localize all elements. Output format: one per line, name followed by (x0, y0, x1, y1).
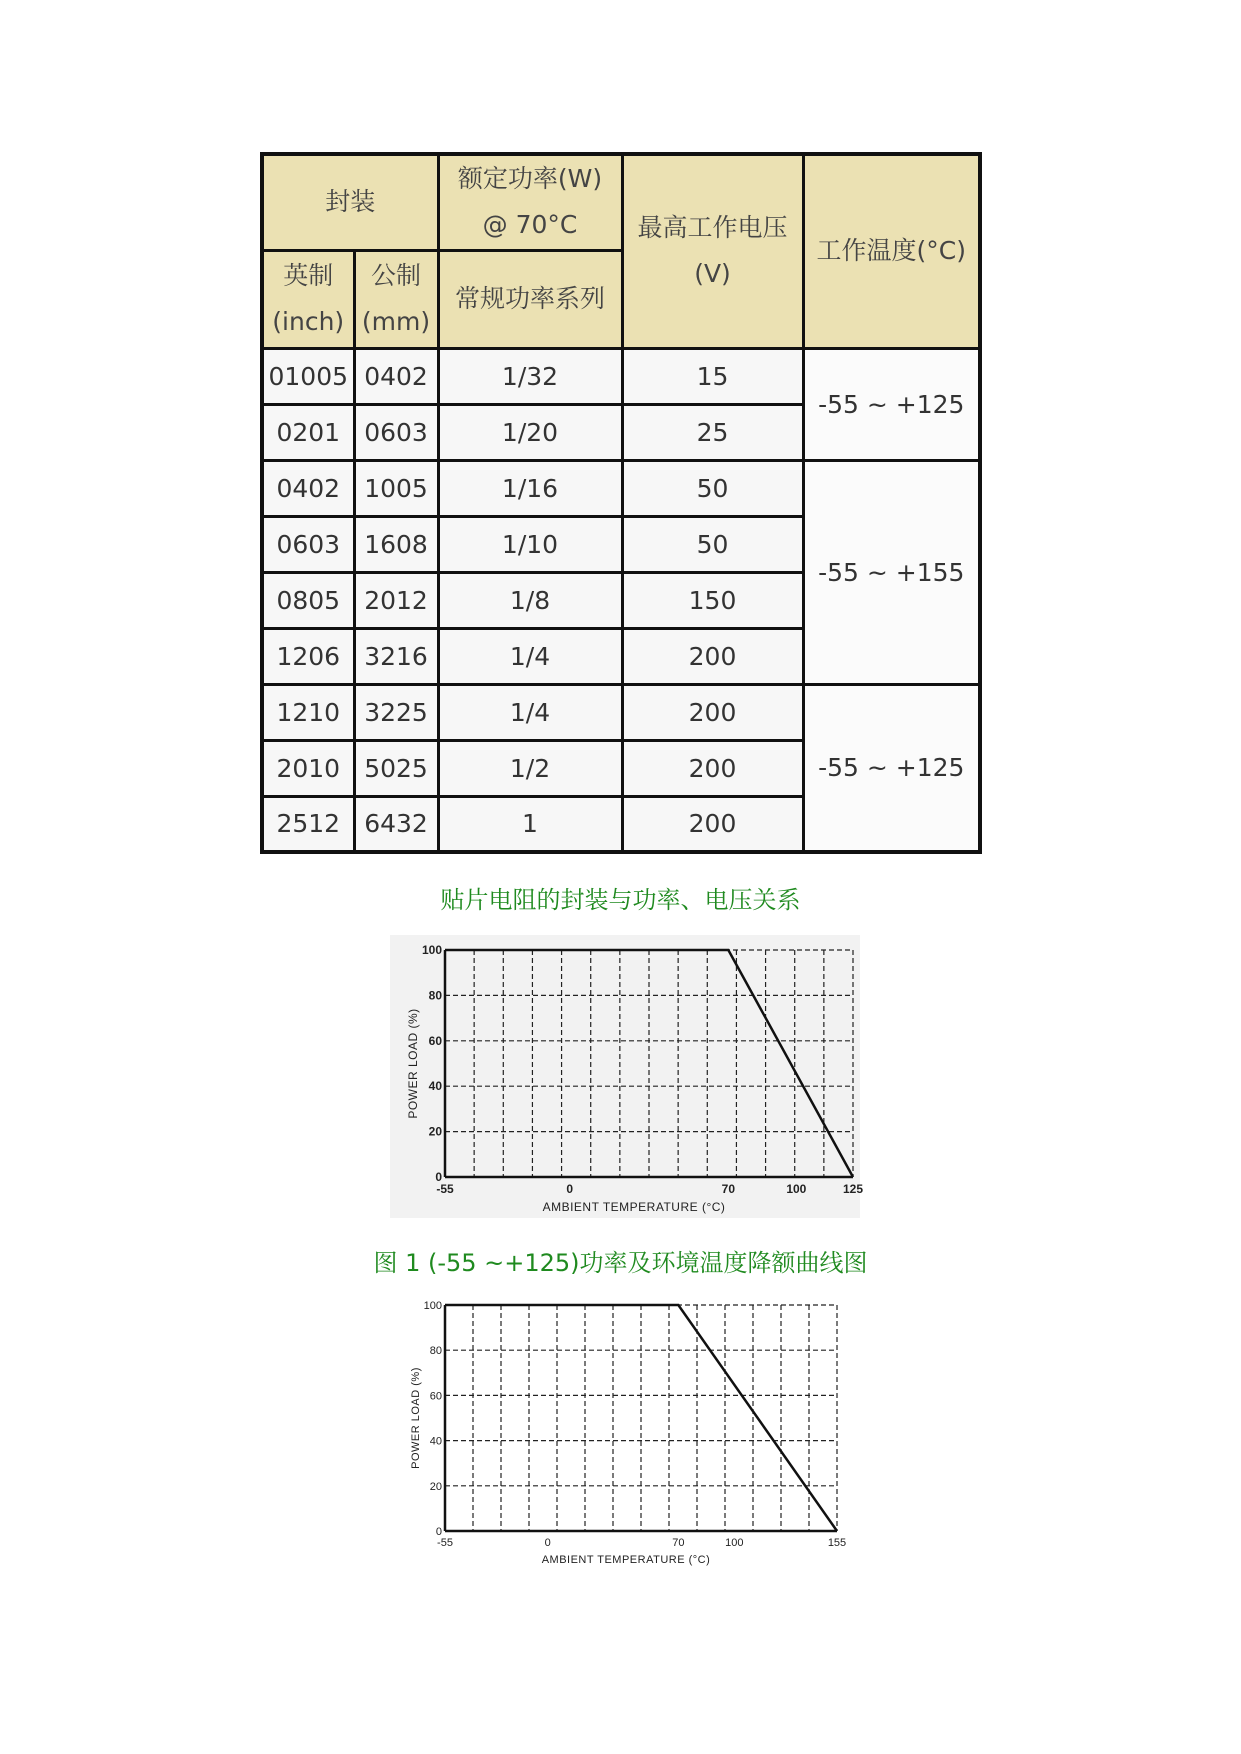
cell-voltage: 200 (622, 796, 803, 852)
y-tick-label: 60 (429, 1390, 442, 1403)
header-metric (354, 250, 438, 348)
header-rated-power (438, 154, 622, 250)
cell-power: 1 (438, 796, 622, 852)
cell-voltage: 50 (622, 516, 803, 572)
cell-mm: 3216 (354, 628, 438, 684)
x-tick-label: 70 (672, 1537, 685, 1549)
cell-inch: 2010 (262, 740, 354, 796)
table-caption: 贴片电阻的封装与功率、电压关系 (440, 886, 801, 914)
cell-temp-range: -55 ~ +155 (803, 460, 980, 684)
table-row (262, 460, 980, 516)
cell-power: 1/16 (438, 460, 622, 516)
cell-power: 1/20 (438, 404, 622, 460)
x-axis-label: AMBIENT TEMPERATURE (°C) (541, 1554, 711, 1566)
cell-mm: 0603 (354, 404, 438, 460)
cell-mm: 0402 (354, 348, 438, 404)
y-axis-label: POWER LOAD (%) (410, 1367, 422, 1469)
cell-voltage: 150 (622, 572, 803, 628)
x-tick-label: -55 (436, 1182, 454, 1196)
header-rated-power-line1: 额定功率(W) (457, 164, 603, 194)
header-package: 封装 (262, 154, 438, 250)
y-tick-label: 60 (428, 1033, 442, 1048)
cell-inch: 1210 (262, 684, 354, 740)
y-tick-label: 40 (429, 1435, 442, 1448)
cell-inch: 1206 (262, 628, 354, 684)
cell-voltage: 200 (622, 740, 803, 796)
header-imperial-line2: (inch) (272, 307, 345, 336)
y-tick-label: 100 (421, 943, 442, 957)
cell-inch: 01005 (262, 348, 354, 404)
y-tick-label: 20 (428, 1124, 442, 1139)
derating-chart-125 (390, 935, 864, 1218)
y-tick-label: 80 (428, 988, 442, 1003)
spec-table (260, 152, 982, 854)
x-tick-label: 0 (544, 1537, 551, 1549)
cell-mm: 5025 (354, 740, 438, 796)
header-metric-line2: (mm) (361, 307, 431, 336)
x-tick-label: 155 (827, 1537, 847, 1549)
cell-inch: 2512 (262, 796, 354, 852)
cell-power: 1/10 (438, 516, 622, 572)
header-op-temp: 工作温度(°C) (803, 154, 980, 348)
cell-power: 1/8 (438, 572, 622, 628)
header-imperial (262, 250, 354, 348)
y-tick-label: 100 (423, 1300, 442, 1312)
cell-temp-range: -55 ~ +125 (803, 684, 980, 852)
cell-inch: 0603 (262, 516, 354, 572)
header-power-series: 常规功率系列 (438, 250, 622, 348)
cell-inch: 0201 (262, 404, 354, 460)
cell-mm: 2012 (354, 572, 438, 628)
cell-voltage: 15 (622, 348, 803, 404)
cell-power: 1/32 (438, 348, 622, 404)
cell-mm: 1005 (354, 460, 438, 516)
y-tick-label: 0 (435, 1526, 442, 1538)
header-rated-power-line2: @ 70°C (482, 210, 578, 240)
y-tick-label: 20 (429, 1480, 442, 1493)
header-metric-line1: 公制 (370, 261, 421, 290)
header-imperial-line1: 英制 (283, 261, 334, 290)
table-row (262, 348, 980, 404)
cell-power: 1/2 (438, 740, 622, 796)
cell-inch: 0805 (262, 572, 354, 628)
cell-inch: 0402 (262, 460, 354, 516)
x-tick-label: 100 (786, 1182, 807, 1196)
cell-voltage: 50 (622, 460, 803, 516)
cell-voltage: 25 (622, 404, 803, 460)
cell-mm: 3225 (354, 684, 438, 740)
y-tick-label: 40 (428, 1079, 442, 1094)
x-tick-label: 100 (725, 1537, 744, 1549)
cell-power: 1/4 (438, 628, 622, 684)
header-max-voltage-line1: 最高工作电压 (637, 213, 788, 243)
x-tick-label: 125 (842, 1182, 864, 1196)
header-max-voltage-line2: (V) (694, 259, 731, 289)
y-tick-label: 80 (429, 1345, 442, 1358)
cell-voltage: 200 (622, 628, 803, 684)
derating-chart-155 (395, 1290, 855, 1580)
y-tick-label: 0 (435, 1170, 442, 1184)
x-tick-label: 0 (566, 1182, 574, 1196)
cell-temp-range: -55 ~ +125 (803, 348, 980, 460)
figure-caption: 图 1 (-55 ~+125)功率及环境温度降额曲线图 (373, 1249, 868, 1277)
x-tick-label: -55 (437, 1537, 453, 1549)
header-max-voltage (622, 154, 803, 348)
cell-voltage: 200 (622, 684, 803, 740)
cell-mm: 6432 (354, 796, 438, 852)
x-axis-label: AMBIENT TEMPERATURE (°C) (542, 1200, 726, 1214)
y-axis-label: POWER LOAD (%) (406, 1008, 420, 1119)
table-row (262, 684, 980, 740)
cell-mm: 1608 (354, 516, 438, 572)
cell-power: 1/4 (438, 684, 622, 740)
x-tick-label: 70 (721, 1182, 736, 1196)
